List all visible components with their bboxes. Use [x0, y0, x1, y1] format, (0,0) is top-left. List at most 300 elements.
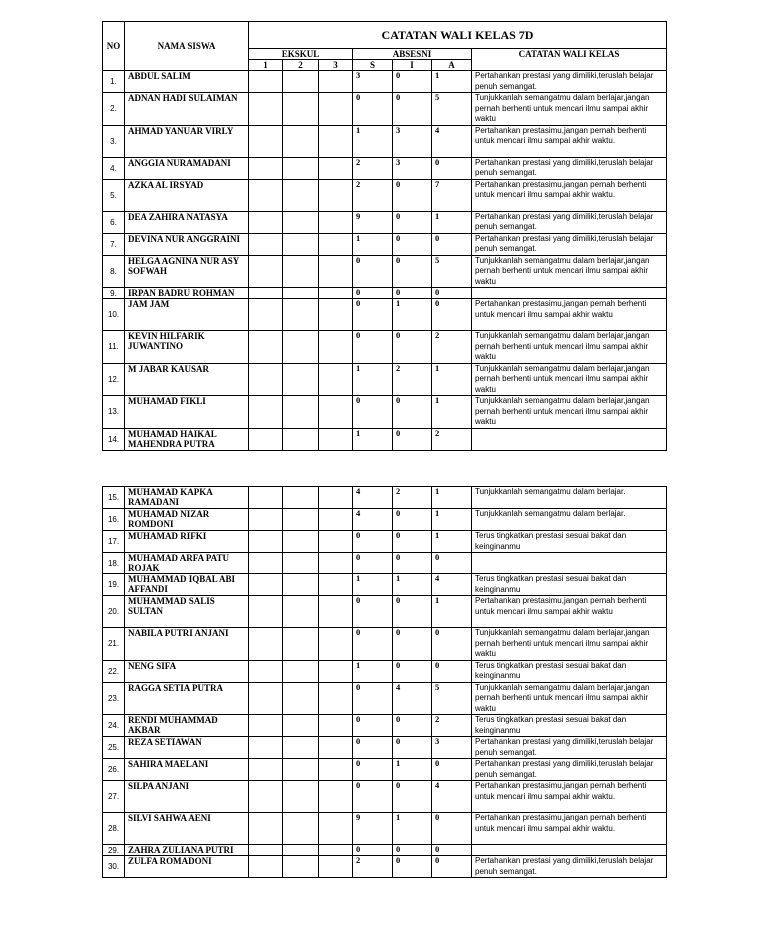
absensi-sakit: 0	[353, 845, 393, 856]
student-name: IRPAN BADRU ROHMAN	[125, 288, 249, 299]
absensi-izin: 0	[393, 596, 432, 628]
row-number: 25.	[103, 737, 125, 759]
teacher-note: Pertahankan prestasi yang dimiliki,teruslah belajar penuh semangat.	[472, 211, 667, 233]
ekskul-2-cell	[283, 509, 319, 531]
absensi-alpa: 1	[432, 509, 472, 531]
ekskul-1-cell	[249, 363, 283, 396]
ekskul-1-cell	[249, 93, 283, 126]
ekskul-2-cell	[283, 856, 319, 878]
ekskul-3-cell	[319, 125, 353, 157]
ekskul-3-cell	[319, 71, 353, 93]
table-row	[103, 487, 667, 509]
absensi-alpa: 4	[432, 574, 472, 596]
absensi-alpa: 0	[432, 288, 472, 299]
absensi-izin: 0	[393, 737, 432, 759]
absensi-izin: 0	[393, 428, 432, 450]
row-number: 19.	[103, 574, 125, 596]
student-name: ZAHRA ZULIANA PUTRI	[125, 845, 249, 856]
ekskul-2-cell	[283, 660, 319, 682]
teacher-note: Tunjukkanlah semangatmu dalam berlajar,jangan pernah berhenti untuk mencari ilmu sampai akhir waktu	[472, 255, 667, 288]
teacher-note: Pertahankan prestasimu,jangan pernah berhenti untuk mencari ilmu sampai akhir waktu	[472, 596, 667, 628]
table-row	[103, 781, 667, 813]
absensi-alpa: 3	[432, 737, 472, 759]
ekskul-1-cell	[249, 596, 283, 628]
absensi-alpa: 0	[432, 856, 472, 878]
table-row	[103, 299, 667, 331]
ekskul-3-cell	[319, 211, 353, 233]
ekskul-3-cell	[319, 179, 353, 211]
ekskul-1-cell	[249, 628, 283, 661]
ekskul-3-cell	[319, 531, 353, 553]
absensi-izin: 1	[393, 759, 432, 781]
table-row	[103, 71, 667, 93]
ekskul-2-cell	[283, 759, 319, 781]
ekskul-2-cell	[283, 396, 319, 429]
absensi-sakit: 0	[353, 759, 393, 781]
table-row	[103, 233, 667, 255]
absensi-sakit: 9	[353, 813, 393, 845]
absensi-sakit: 1	[353, 125, 393, 157]
student-name: REZA SETIAWAN	[125, 737, 249, 759]
ekskul-1-cell	[249, 487, 283, 509]
teacher-note: Pertahankan prestasimu,jangan pernah berhenti untuk mencari ilmu sampai akhir waktu.	[472, 125, 667, 157]
absensi-alpa: 0	[432, 759, 472, 781]
ekskul-1-cell	[249, 428, 283, 450]
ekskul-2-cell	[283, 363, 319, 396]
student-name: SAHIRA MAELANI	[125, 759, 249, 781]
absensi-sakit: 0	[353, 781, 393, 813]
absensi-sakit: 2	[353, 856, 393, 878]
ekskul-1-cell	[249, 299, 283, 331]
row-number: 30.	[103, 856, 125, 878]
ekskul-3-cell	[319, 759, 353, 781]
row-number: 13.	[103, 396, 125, 429]
teacher-note: Tunjukkanlah semangatmu dalam berlajar.	[472, 509, 667, 531]
student-name: AHMAD YANUAR VIRLY	[125, 125, 249, 157]
student-name: NENG SIFA	[125, 660, 249, 682]
absensi-alpa: 4	[432, 781, 472, 813]
student-name: JAM JAM	[125, 299, 249, 331]
student-name: MUHAMAD NIZAR ROMDONI	[125, 509, 249, 531]
table-row	[103, 660, 667, 682]
student-name: ABDUL SALIM	[125, 71, 249, 93]
ekskul-3-cell	[319, 428, 353, 450]
row-number: 22.	[103, 660, 125, 682]
student-rows-page-2	[103, 487, 667, 878]
ekskul-2-cell	[283, 682, 319, 715]
row-number: 10.	[103, 299, 125, 331]
ekskul-3-cell	[319, 233, 353, 255]
ekskul-2-cell	[283, 596, 319, 628]
header-absensi-a: A	[432, 60, 472, 71]
student-name: RENDI MUHAMMAD AKBAR	[125, 715, 249, 737]
table-row	[103, 845, 667, 856]
absensi-sakit: 1	[353, 660, 393, 682]
row-number: 17.	[103, 531, 125, 553]
absensi-izin: 1	[393, 574, 432, 596]
row-number: 11.	[103, 331, 125, 364]
student-name: SILVI SAHWA AENI	[125, 813, 249, 845]
teacher-note: Pertahankan prestasi yang dimiliki,teruslah belajar penuh semangat.	[472, 737, 667, 759]
table-row	[103, 715, 667, 737]
student-name: DEA ZAHIRA NATASYA	[125, 211, 249, 233]
ekskul-3-cell	[319, 363, 353, 396]
absensi-sakit: 0	[353, 288, 393, 299]
teacher-note: Tunjukkanlah semangatmu dalam berlajar,jangan pernah berhenti untuk mencari ilmu sampai akhir waktu	[472, 331, 667, 364]
absensi-sakit: 0	[353, 396, 393, 429]
absensi-alpa: 5	[432, 682, 472, 715]
row-number: 1.	[103, 71, 125, 93]
absensi-sakit: 2	[353, 179, 393, 211]
teacher-note	[472, 428, 667, 450]
row-number: 24.	[103, 715, 125, 737]
header-notes: CATATAN WALI KELAS	[472, 49, 667, 71]
row-number: 28.	[103, 813, 125, 845]
absensi-izin: 4	[393, 682, 432, 715]
ekskul-1-cell	[249, 845, 283, 856]
absensi-izin: 3	[393, 157, 432, 179]
ekskul-3-cell	[319, 845, 353, 856]
row-number: 2.	[103, 93, 125, 126]
table-row	[103, 759, 667, 781]
absensi-sakit: 0	[353, 737, 393, 759]
student-name: ZULFA ROMADONI	[125, 856, 249, 878]
row-number: 6.	[103, 211, 125, 233]
student-rows-page-1	[103, 71, 667, 451]
teacher-note	[472, 845, 667, 856]
absensi-alpa: 7	[432, 179, 472, 211]
absensi-izin: 0	[393, 628, 432, 661]
ekskul-3-cell	[319, 553, 353, 574]
absensi-alpa: 0	[432, 157, 472, 179]
row-number: 16.	[103, 509, 125, 531]
ekskul-2-cell	[283, 845, 319, 856]
ekskul-3-cell	[319, 737, 353, 759]
absensi-izin: 0	[393, 396, 432, 429]
table-row	[103, 288, 667, 299]
ekskul-3-cell	[319, 813, 353, 845]
table-row	[103, 737, 667, 759]
absensi-izin: 0	[393, 179, 432, 211]
student-name: KEVIN HILFARIK JUWANTINO	[125, 331, 249, 364]
ekskul-1-cell	[249, 211, 283, 233]
student-name: MUHAMMAD SALIS SULTAN	[125, 596, 249, 628]
ekskul-1-cell	[249, 856, 283, 878]
ekskul-2-cell	[283, 125, 319, 157]
ekskul-3-cell	[319, 487, 353, 509]
ekskul-3-cell	[319, 396, 353, 429]
ekskul-1-cell	[249, 574, 283, 596]
absensi-izin: 0	[393, 288, 432, 299]
absensi-izin: 2	[393, 363, 432, 396]
absensi-izin: 0	[393, 856, 432, 878]
absensi-sakit: 0	[353, 596, 393, 628]
absensi-izin: 0	[393, 715, 432, 737]
ekskul-2-cell	[283, 71, 319, 93]
ekskul-2-cell	[283, 233, 319, 255]
row-number: 3.	[103, 125, 125, 157]
absensi-alpa: 2	[432, 428, 472, 450]
student-name: M JABAR KAUSAR	[125, 363, 249, 396]
absensi-alpa: 1	[432, 71, 472, 93]
absensi-alpa: 0	[432, 233, 472, 255]
table-row	[103, 125, 667, 157]
ekskul-2-cell	[283, 553, 319, 574]
absensi-izin: 1	[393, 299, 432, 331]
row-number: 8.	[103, 255, 125, 288]
absensi-izin: 0	[393, 553, 432, 574]
table-row	[103, 331, 667, 364]
student-name: MUHAMAD ARFA PATU ROJAK	[125, 553, 249, 574]
student-name: DEVINA NUR ANGGRAINI	[125, 233, 249, 255]
absensi-sakit: 0	[353, 93, 393, 126]
table-row	[103, 596, 667, 628]
student-name: AZKA AL IRSYAD	[125, 179, 249, 211]
ekskul-1-cell	[249, 396, 283, 429]
row-number: 15.	[103, 487, 125, 509]
absensi-sakit: 0	[353, 255, 393, 288]
student-name: ADNAN HADI SULAIMAN	[125, 93, 249, 126]
ekskul-2-cell	[283, 574, 319, 596]
table-row	[103, 428, 667, 450]
absensi-alpa: 2	[432, 715, 472, 737]
table-row	[103, 363, 667, 396]
ekskul-1-cell	[249, 660, 283, 682]
teacher-note: Pertahankan prestasi yang dimiliki,teruslah belajar penuh semangat.	[472, 759, 667, 781]
absensi-sakit: 0	[353, 553, 393, 574]
ekskul-3-cell	[319, 331, 353, 364]
ekskul-2-cell	[283, 211, 319, 233]
ekskul-2-cell	[283, 255, 319, 288]
row-number: 20.	[103, 596, 125, 628]
table-row	[103, 553, 667, 574]
absensi-izin: 0	[393, 660, 432, 682]
ekskul-3-cell	[319, 628, 353, 661]
ekskul-1-cell	[249, 759, 283, 781]
student-name: MUHAMMAD IQBAL ABI AFFANDI	[125, 574, 249, 596]
ekskul-2-cell	[283, 93, 319, 126]
table-row	[103, 255, 667, 288]
absensi-alpa: 4	[432, 125, 472, 157]
ekskul-3-cell	[319, 299, 353, 331]
absensi-alpa: 5	[432, 255, 472, 288]
absensi-alpa: 1	[432, 531, 472, 553]
ekskul-1-cell	[249, 509, 283, 531]
absensi-alpa: 1	[432, 487, 472, 509]
student-name: ANGGIA NURAMADANI	[125, 157, 249, 179]
table-row	[103, 628, 667, 661]
absensi-alpa: 1	[432, 596, 472, 628]
student-name: RAGGA SETIA PUTRA	[125, 682, 249, 715]
ekskul-1-cell	[249, 715, 283, 737]
absensi-izin: 0	[393, 93, 432, 126]
row-number: 12.	[103, 363, 125, 396]
absensi-izin: 0	[393, 509, 432, 531]
student-name: MUHAMAD HAIKAL MAHENDRA PUTRA	[125, 428, 249, 450]
header-ekskul-2: 2	[283, 60, 319, 71]
student-name: MUHAMAD FIKLI	[125, 396, 249, 429]
absensi-izin: 0	[393, 781, 432, 813]
row-number: 14.	[103, 428, 125, 450]
absensi-sakit: 1	[353, 233, 393, 255]
student-name: SILPA ANJANI	[125, 781, 249, 813]
teacher-note: Terus tingkatkan prestasi sesuai bakat dan keinginanmu	[472, 715, 667, 737]
absensi-alpa: 0	[432, 299, 472, 331]
ekskul-1-cell	[249, 813, 283, 845]
ekskul-1-cell	[249, 781, 283, 813]
header-ekskul-1: 1	[249, 60, 283, 71]
ekskul-1-cell	[249, 331, 283, 364]
ekskul-1-cell	[249, 531, 283, 553]
header-absensi-i: I	[393, 60, 432, 71]
absensi-sakit: 3	[353, 71, 393, 93]
ekskul-2-cell	[283, 299, 319, 331]
row-number: 18.	[103, 553, 125, 574]
absensi-sakit: 9	[353, 211, 393, 233]
row-number: 5.	[103, 179, 125, 211]
absensi-alpa: 0	[432, 628, 472, 661]
teacher-note: Pertahankan prestasi yang dimiliki,teruslah belajar penuh semangat.	[472, 856, 667, 878]
row-number: 27.	[103, 781, 125, 813]
table-row	[103, 509, 667, 531]
ekskul-2-cell	[283, 331, 319, 364]
ekskul-3-cell	[319, 93, 353, 126]
absensi-alpa: 1	[432, 396, 472, 429]
table-row	[103, 396, 667, 429]
absensi-izin: 2	[393, 487, 432, 509]
student-name: HELGA AGNINA NUR ASY SOFWAH	[125, 255, 249, 288]
student-name: MUHAMAD RIFKI	[125, 531, 249, 553]
teacher-note	[472, 553, 667, 574]
teacher-note: Tunjukkanlah semangatmu dalam berlajar,jangan pernah berhenti untuk mencari ilmu sampai akhir waktu	[472, 93, 667, 126]
absensi-alpa: 0	[432, 845, 472, 856]
document-title: CATATAN WALI KELAS 7D	[249, 22, 667, 49]
absensi-sakit: 1	[353, 363, 393, 396]
ekskul-3-cell	[319, 157, 353, 179]
ekskul-2-cell	[283, 531, 319, 553]
absensi-alpa: 0	[432, 553, 472, 574]
ekskul-2-cell	[283, 813, 319, 845]
teacher-note: Pertahankan prestasimu,jangan pernah berhenti untuk mencari ilmu sampai akhir waktu.	[472, 813, 667, 845]
table-row	[103, 211, 667, 233]
absensi-alpa: 1	[432, 211, 472, 233]
ekskul-2-cell	[283, 487, 319, 509]
ekskul-3-cell	[319, 781, 353, 813]
table-row	[103, 157, 667, 179]
teacher-note: Pertahankan prestasi yang dimiliki,teruslah belajar penuh semangat.	[472, 71, 667, 93]
ekskul-1-cell	[249, 737, 283, 759]
ekskul-2-cell	[283, 157, 319, 179]
ekskul-2-cell	[283, 179, 319, 211]
teacher-note: Pertahankan prestasimu,jangan pernah berhenti untuk mencari ilmu sampai akhir waktu	[472, 299, 667, 331]
row-number: 23.	[103, 682, 125, 715]
teacher-note: Pertahankan prestasimu,jangan pernah berhenti untuk mencari ilmu sampai akhir waktu.	[472, 781, 667, 813]
ekskul-1-cell	[249, 682, 283, 715]
absensi-izin: 0	[393, 331, 432, 364]
header-ekskul: EKSKUL	[249, 49, 353, 60]
ekskul-2-cell	[283, 781, 319, 813]
table-row	[103, 531, 667, 553]
ekskul-1-cell	[249, 179, 283, 211]
ekskul-1-cell	[249, 71, 283, 93]
absensi-sakit: 4	[353, 509, 393, 531]
row-number: 7.	[103, 233, 125, 255]
absensi-sakit: 0	[353, 682, 393, 715]
absensi-izin: 0	[393, 255, 432, 288]
student-name: MUHAMAD KAPKA RAMADANI	[125, 487, 249, 509]
absensi-sakit: 4	[353, 487, 393, 509]
teacher-note	[472, 288, 667, 299]
table-row	[103, 179, 667, 211]
ekskul-1-cell	[249, 288, 283, 299]
header-name: NAMA SISWA	[125, 22, 249, 71]
table-row	[103, 574, 667, 596]
row-number: 29.	[103, 845, 125, 856]
teacher-note: Pertahankan prestasi yang dimiliki,teruslah belajar penuh semangat.	[472, 157, 667, 179]
row-number: 4.	[103, 157, 125, 179]
absensi-sakit: 0	[353, 299, 393, 331]
row-number: 9.	[103, 288, 125, 299]
ekskul-3-cell	[319, 288, 353, 299]
absensi-sakit: 0	[353, 531, 393, 553]
teacher-note: Terus tingkatkan prestasi sesuai bakat dan keinginanmu	[472, 574, 667, 596]
absensi-izin: 0	[393, 233, 432, 255]
row-number: 21.	[103, 628, 125, 661]
ekskul-3-cell	[319, 660, 353, 682]
teacher-note: Tunjukkanlah semangatmu dalam berlajar,jangan pernah berhenti untuk mencari ilmu sampai akhir waktu	[472, 682, 667, 715]
absensi-sakit: 1	[353, 574, 393, 596]
absensi-sakit: 2	[353, 157, 393, 179]
absensi-sakit: 0	[353, 628, 393, 661]
header-ekskul-3: 3	[319, 60, 353, 71]
ekskul-3-cell	[319, 574, 353, 596]
ekskul-3-cell	[319, 509, 353, 531]
report-table-page-2	[102, 486, 667, 878]
absensi-izin: 0	[393, 71, 432, 93]
teacher-note: Tunjukkanlah semangatmu dalam berlajar,jangan pernah berhenti untuk mencari ilmu sampai akhir waktu	[472, 363, 667, 396]
ekskul-1-cell	[249, 157, 283, 179]
ekskul-1-cell	[249, 125, 283, 157]
header-absensi: ABSESNI	[353, 49, 472, 60]
ekskul-3-cell	[319, 255, 353, 288]
ekskul-2-cell	[283, 288, 319, 299]
teacher-note: Tunjukkanlah semangatmu dalam berlajar,jangan pernah berhenti untuk mencari ilmu sampai akhir waktu	[472, 396, 667, 429]
absensi-alpa: 0	[432, 813, 472, 845]
absensi-alpa: 0	[432, 660, 472, 682]
header-no: NO	[103, 22, 125, 71]
teacher-note: Terus tingkatkan prestasi sesuai bakat dan keinginanmu	[472, 531, 667, 553]
absensi-sakit: 0	[353, 715, 393, 737]
table-row	[103, 813, 667, 845]
ekskul-2-cell	[283, 715, 319, 737]
absensi-sakit: 0	[353, 331, 393, 364]
header-absensi-s: S	[353, 60, 393, 71]
absensi-alpa: 1	[432, 363, 472, 396]
student-name: NABILA PUTRI ANJANI	[125, 628, 249, 661]
teacher-note: Pertahankan prestasi yang dimiliki,teruslah belajar penuh semangat.	[472, 233, 667, 255]
absensi-izin: 0	[393, 211, 432, 233]
ekskul-3-cell	[319, 682, 353, 715]
table-row	[103, 856, 667, 878]
table-row	[103, 682, 667, 715]
absensi-izin: 1	[393, 813, 432, 845]
teacher-note: Tunjukkanlah semangatmu dalam berlajar,jangan pernah berhenti untuk mencari ilmu sampai akhir waktu	[472, 628, 667, 661]
absensi-izin: 0	[393, 531, 432, 553]
ekskul-2-cell	[283, 737, 319, 759]
ekskul-1-cell	[249, 233, 283, 255]
ekskul-1-cell	[249, 553, 283, 574]
row-number: 26.	[103, 759, 125, 781]
